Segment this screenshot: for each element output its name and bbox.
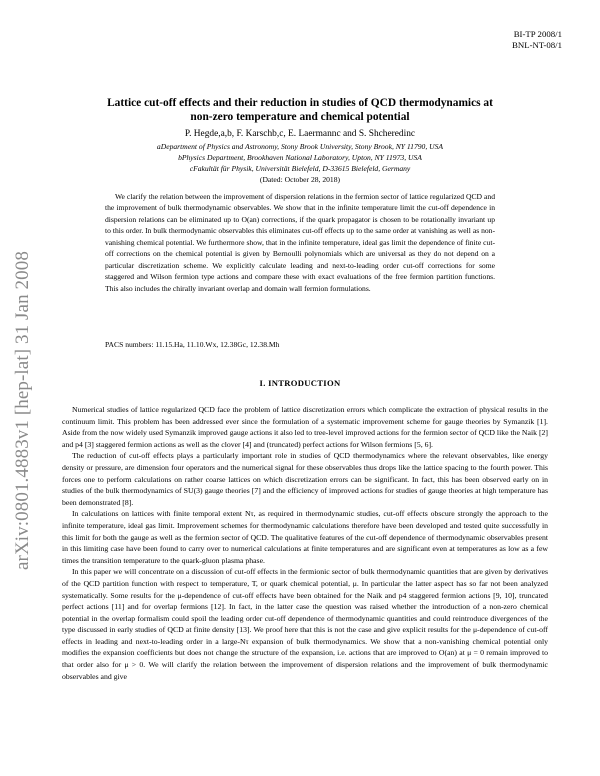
paragraph: In calculations on lattices with finite temporal extent Nτ, as required in thermodynamic studies, cut-off effects obscure strongly the approach to the infinite temperature, ideal gas limit. Improvement schemes for thermodynamic calculations therefore have been developed and tested quite successfully in this limit for both the gauge as well as the fermion sector of QCD. The qualitative features of the cut-off dependence of thermodynamic observables present in this limiting case have been found to carry over to numerical calculations at finite temperatures and are significant even at temperatures as low as a few times the transition temperature to the quark-gluon plasma phase. [62,509,548,565]
paragraph: The reduction of cut-off effects plays a particularly important role in studies of QCD thermodynamics where the relevant observables, like energy density or pressure, are dimension four operators and the numerical signal for these observables thus drops like the lattice spacing to the fourth power. This forces one to perform calculations on rather coarse lattices on which discretization errors can be significant. In fact, this has been observed early on in studies of the bulk thermodynamics of SU(3) gauge theories [7] and the efficiency of improved actions for studies of gauge theories at high temperature has been demonstrated [8]. [62,451,548,507]
arxiv-stamp: arXiv:0801.4883v1 [hep-lat] 31 Jan 2008 [12,251,33,570]
abstract: We clarify the relation between the improvement of dispersion relations in the fermion sector of lattice regularized QCD and the improvement of bulk thermodynamic observables. We show that in the infinite temperature limit the cut-off dependence in dispersion relations can be eliminated up to O(an) corrections, if the quark propagator is chosen to be rotationally invariant up to this order. In bulk thermodynamic observables this eliminates cut-off effects up to the same order at vanishing as well as non-vanishing chemical potential. We furthermore show, that in the infinite temperature, ideal gas limit the dependence of finite cut-off corrections on the chemical potential is given by Bernoulli polynomials which are universal as they do not depend on a particular discretization scheme. We explicitly calculate leading and next-to-leading order cut-off corrections for some staggered and Wilson fermion type actions and compare these with exact evaluations of the free fermion partition functions. This also includes the chirally invariant overlap and domain wall fermion formulations. [105,192,495,293]
affiliations [60,141,540,175]
affiliation: bPhysics Department, Brookhaven National Laboratory, Upton, NY 11973, USA [178,153,422,163]
paper-title [62,96,538,124]
report-number: BI-TP 2008/1 [513,29,562,39]
title-line: non-zero temperature and chemical potential [190,111,410,123]
affiliation: cFakultät für Physik, Universität Bielefeld, D-33615 Bielefeld, Germany [189,164,411,174]
title-line: Lattice cut-off effects and their reduction in studies of QCD thermodynamics at [107,97,493,109]
pacs-numbers: PACS numbers: 11.15.Ha, 11.10.Wx, 12.38Gc, 12.38.Mh [105,340,280,349]
affiliation: aDepartment of Physics and Astronomy, Stony Brook University, Stony Brook, NY 11790, USA [156,142,444,151]
paragraph: In this paper we will concentrate on a discussion of cut-off effects in the fermionic sector of bulk thermodynamic quantities that are given by derivatives of the QCD partition function with respect to temperature, T, or quark chemical potential, μ. In particular the latter aspect has so far not been analyzed systematically. Some results for the μ-dependence of cut-off effects have been obtained for the Naik and p4 staggered fermion actions [9, 10], truncated perfect actions [11] and for overlap fermions [12]. In fact, in the latter case the question was raised whether the introduction of a non-zero chemical potential in the overlap formalism could spoil the leading order cut-off dependence of thermodynamic quantities and could reintroduce divergences of the type discussed in early studies of QCD at finite density [13]. We proof here that this is not the case and give explicit results for the μ-dependence of cut-off effects in leading and next-to-leading order in a large-Nτ expansion of bulk thermodynamics. We show that a non-vanishing chemical potential only modifies the expansion coefficients but does not change the structure of the expansion, i.e. actions that are improved to O(an) at μ = 0 remain improved to that order also for μ > 0. We will clarify the relation between the improvement of dispersion relations and the improvement of bulk thermodynamic observables and give [62,567,548,681]
date-line: (Dated: October 28, 2018) [259,175,341,184]
report-numbers [512,29,562,50]
paragraph: Numerical studies of lattice regularized QCD face the problem of lattice discretization errors which complicate the extraction of physical results in the continuum limit. This problem has been addressed ever since the formulation of a systematic improvement scheme for gauge theories by Symanzik [1]. Aside from the now widely used Symanzik improved gauge actions it also led to tree-level improved actions for the fermion sector of QCD like the Naik [2] and p4 [3] staggered fermion actions as well as the clover [4] and (truncated) perfect actions for Wilson fermions [5, 6]. [62,405,548,449]
introduction-body [62,404,548,682]
section-heading: I. INTRODUCTION [259,378,341,388]
report-number: BNL-NT-08/1 [511,39,562,50]
author-list: P. Hegde,a,b, F. Karschb,c, E. Laermannc and S. Shcheredinc [184,129,416,139]
